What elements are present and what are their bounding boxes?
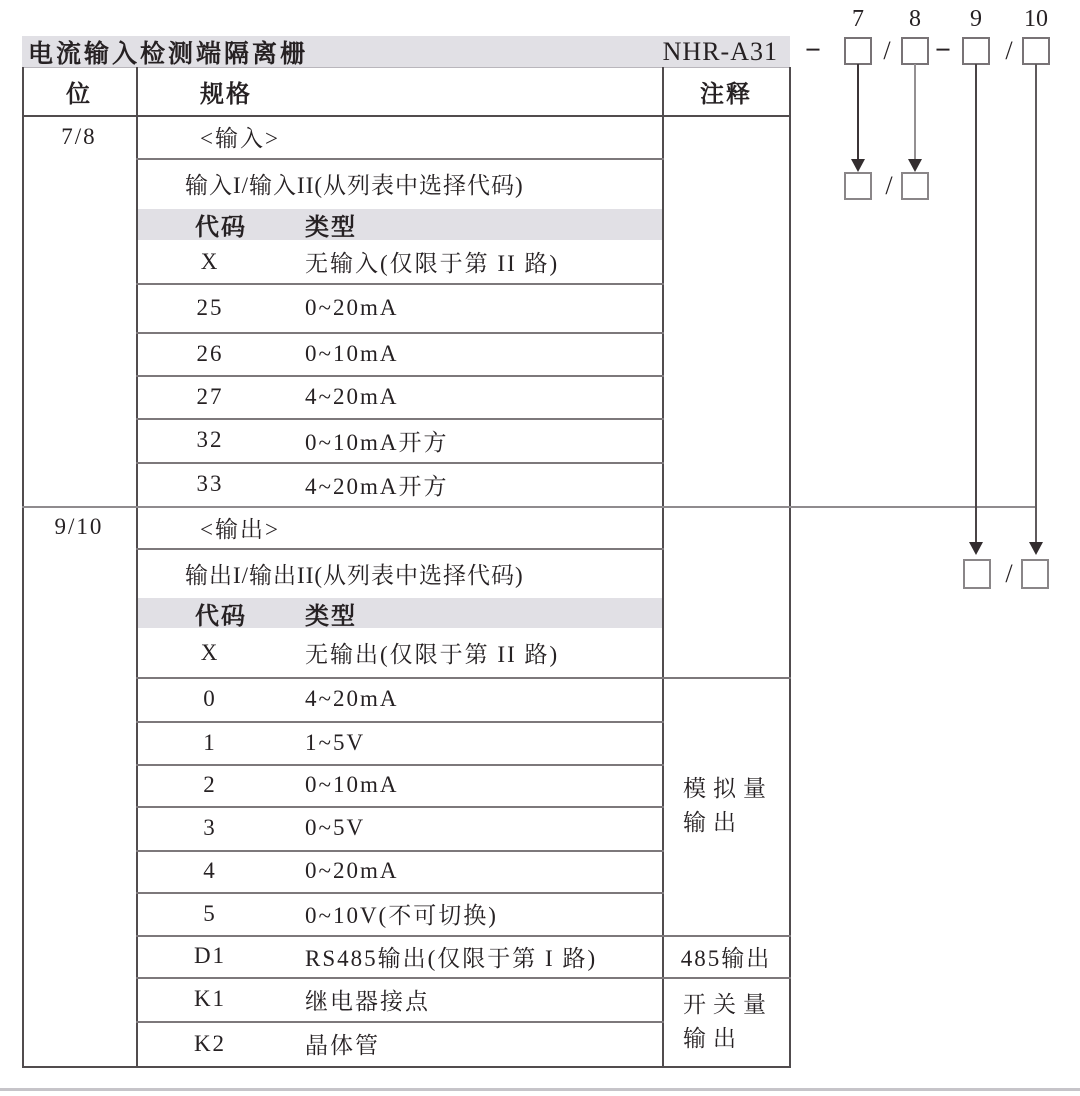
code-value: K1 bbox=[193, 986, 227, 1011]
code-box-7 bbox=[844, 37, 872, 65]
arrowhead-8 bbox=[908, 159, 922, 172]
row-line bbox=[136, 283, 664, 285]
note-485-output: 485输出 bbox=[680, 945, 772, 971]
output-code-slot-2 bbox=[1021, 559, 1049, 589]
section-pos-7-8: 7/8 bbox=[61, 123, 97, 149]
type-value: 继电器接点 bbox=[305, 988, 430, 1014]
subheader-code-input: 代码 bbox=[195, 215, 247, 241]
subheader-code-output: 代码 bbox=[195, 603, 247, 630]
row-line bbox=[136, 977, 791, 979]
position-digit-8: 8 bbox=[909, 5, 921, 32]
note-analog-output bbox=[683, 677, 773, 935]
type-value: 无输出(仅限于第 II 路) bbox=[305, 642, 560, 667]
position-digit-9: 9 bbox=[970, 5, 982, 32]
select-hint-input: 输入I/输入II(从列表中选择代码) bbox=[185, 173, 524, 198]
page-bottom-rule bbox=[0, 1088, 1080, 1091]
row-line bbox=[136, 806, 664, 808]
row-line bbox=[136, 418, 664, 420]
row-line bbox=[136, 850, 664, 852]
type-value: 0~20mA bbox=[305, 858, 399, 883]
dash-separator: − bbox=[805, 35, 821, 66]
type-value: 4~20mA开方 bbox=[305, 473, 449, 499]
row-line bbox=[136, 1021, 664, 1023]
note-switch-output bbox=[683, 977, 773, 1066]
row-line bbox=[136, 462, 664, 464]
arrow-line-10 bbox=[1035, 64, 1037, 543]
table-border-right bbox=[789, 67, 791, 1066]
model-number: NHR-A31 bbox=[662, 36, 778, 66]
code-value: 25 bbox=[196, 294, 224, 320]
type-value: 无输入(仅限于第 II 路) bbox=[305, 251, 560, 276]
row-line bbox=[136, 892, 664, 894]
note-switch-line2: 输出 bbox=[683, 1025, 743, 1051]
type-value: 0~10mA bbox=[305, 772, 399, 797]
arrow-line-8 bbox=[914, 64, 916, 160]
type-value: 0~10mA bbox=[305, 340, 399, 366]
code-value: X bbox=[200, 248, 220, 274]
row-line bbox=[136, 677, 791, 679]
code-value: 3 bbox=[203, 815, 217, 840]
code-value: 2 bbox=[203, 772, 217, 797]
header-spec: 规格 bbox=[200, 81, 252, 108]
code-box-10 bbox=[1022, 37, 1050, 65]
page-title: 电流输入检测端隔离栅 bbox=[28, 40, 309, 68]
table-border-pos bbox=[136, 67, 138, 1066]
subheader-type-output: 类型 bbox=[305, 603, 357, 630]
table-border-bottom bbox=[22, 1066, 791, 1068]
type-value: 0~10V(不可切换) bbox=[305, 903, 498, 928]
row-line bbox=[136, 332, 664, 334]
code-value: 26 bbox=[196, 340, 224, 366]
type-value: 晶体管 bbox=[305, 1033, 380, 1058]
row-line bbox=[136, 764, 664, 766]
arrow-line-9 bbox=[975, 64, 977, 543]
table-border-note bbox=[662, 67, 664, 1066]
arrowhead-7 bbox=[851, 159, 865, 172]
code-value: X bbox=[200, 639, 220, 665]
header-bottom-line bbox=[22, 115, 791, 117]
group-label-input: <输入> bbox=[200, 126, 280, 151]
header-pos: 位 bbox=[66, 81, 92, 108]
row-line bbox=[136, 548, 664, 550]
group-label-output: <输出> bbox=[200, 516, 280, 542]
position-digit-10: 10 bbox=[1024, 5, 1048, 32]
dash-separator: − bbox=[935, 35, 951, 66]
arrowhead-9 bbox=[969, 542, 983, 555]
code-value: K2 bbox=[193, 1030, 227, 1056]
code-value: 0 bbox=[203, 686, 217, 711]
arrowhead-10 bbox=[1029, 542, 1043, 555]
code-value: 4 bbox=[203, 858, 217, 883]
header-note: 注释 bbox=[700, 81, 752, 108]
section-pos-9-10: 9/10 bbox=[54, 514, 104, 539]
output-code-slot-1 bbox=[963, 559, 991, 589]
note-analog-line2: 输出 bbox=[683, 810, 743, 835]
type-value: 0~20mA bbox=[305, 294, 399, 320]
position-digit-7: 7 bbox=[852, 5, 864, 32]
slash-separator: / bbox=[1005, 559, 1013, 588]
slash-separator: / bbox=[1005, 36, 1013, 65]
code-value: 27 bbox=[196, 383, 224, 409]
row-line bbox=[136, 935, 791, 937]
note-analog-line1: 模拟量 bbox=[683, 776, 773, 801]
code-box-8 bbox=[901, 37, 929, 65]
subheader-type-input: 类型 bbox=[305, 215, 357, 241]
slash-separator: / bbox=[883, 36, 891, 65]
code-value: 32 bbox=[196, 427, 224, 452]
arrow-line-7 bbox=[857, 64, 859, 160]
code-value: D1 bbox=[193, 943, 227, 968]
type-value: 4~20mA bbox=[305, 383, 399, 409]
type-value: RS485输出(仅限于第 I 路) bbox=[305, 945, 598, 971]
input-code-slot-2 bbox=[901, 172, 929, 200]
select-hint-output: 输出I/输出II(从列表中选择代码) bbox=[185, 562, 524, 588]
code-value: 33 bbox=[196, 471, 224, 496]
row-line bbox=[136, 158, 664, 160]
type-value: 4~20mA bbox=[305, 686, 399, 711]
code-box-9 bbox=[962, 37, 990, 65]
code-value: 1 bbox=[203, 729, 217, 755]
row-line bbox=[136, 721, 664, 723]
input-code-slot-1 bbox=[844, 172, 872, 200]
slash-separator: / bbox=[885, 171, 893, 200]
note-switch-line1: 开关量 bbox=[683, 991, 773, 1017]
type-value: 0~5V bbox=[305, 815, 366, 840]
table-border-left bbox=[22, 67, 24, 1066]
type-value: 0~10mA开方 bbox=[305, 429, 449, 455]
code-value: 5 bbox=[203, 900, 217, 926]
section-divider-line bbox=[22, 506, 1036, 508]
row-line bbox=[136, 375, 664, 377]
type-value: 1~5V bbox=[305, 729, 366, 755]
